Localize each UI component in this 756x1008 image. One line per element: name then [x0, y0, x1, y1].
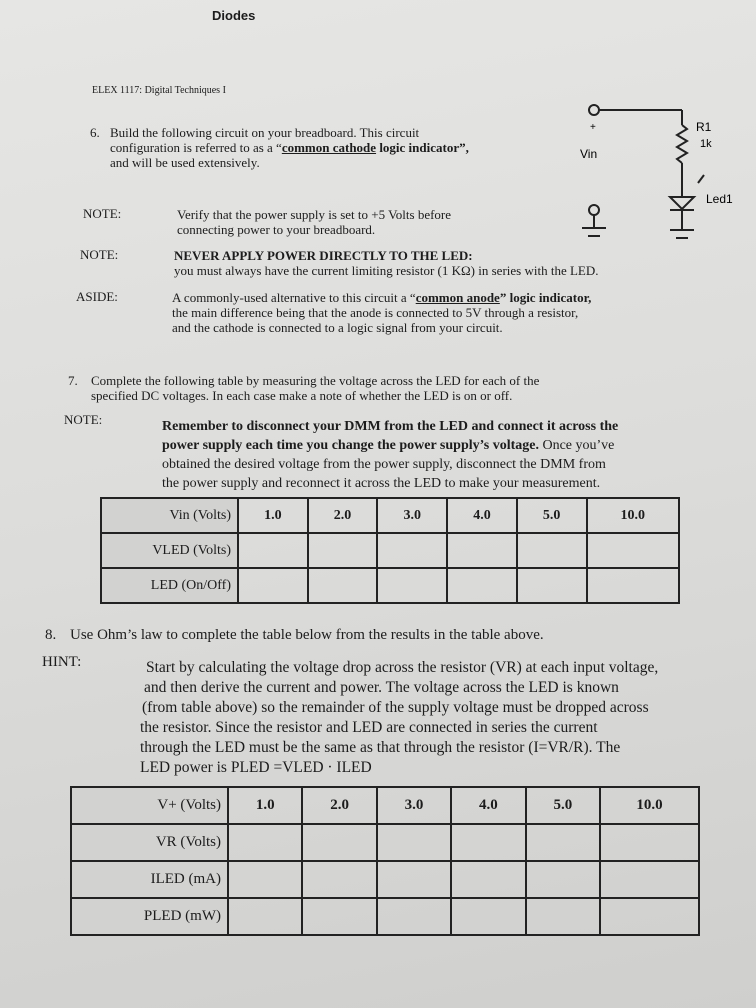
course-header: ELEX 1117: Digital Techniques I — [92, 85, 226, 96]
input-cell[interactable] — [302, 898, 376, 935]
table-cell: 1.0 — [238, 498, 308, 533]
input-cell[interactable] — [600, 898, 699, 935]
table-cell: 2.0 — [302, 787, 376, 824]
input-cell[interactable] — [308, 533, 378, 568]
text-line: LED power is PLED =VLED · ILED — [140, 759, 372, 776]
table-cell: 5.0 — [517, 498, 587, 533]
table-row — [101, 533, 679, 568]
table-cell: 3.0 — [377, 498, 447, 533]
text-line: power supply each time you change the power supply’s voltage. Once you’ve — [162, 438, 615, 453]
input-cell[interactable] — [451, 898, 525, 935]
hint-label: HINT: — [42, 654, 82, 670]
input-cell[interactable] — [526, 898, 600, 935]
row-header: V+ (Volts) — [71, 787, 228, 824]
table-row — [71, 824, 699, 861]
table-cell: 3.0 — [377, 787, 451, 824]
circuit-diagram — [560, 95, 750, 255]
text-line: the resistor. Since the resistor and LED are connected in series the current — [140, 719, 598, 736]
input-cell[interactable] — [377, 898, 451, 935]
note-label: NOTE: — [80, 247, 119, 262]
text-line: configuration is referred to as a “common cathode logic indicator”, — [110, 140, 469, 155]
row-header: PLED (mW) — [71, 898, 228, 935]
input-cell[interactable] — [451, 824, 525, 861]
input-cell[interactable] — [228, 861, 302, 898]
q8-text: Use Ohm’s law to complete the table below from the results in the table above. — [70, 627, 544, 643]
input-cell[interactable] — [526, 824, 600, 861]
row-header: VR (Volts) — [71, 824, 228, 861]
input-cell[interactable] — [238, 568, 308, 603]
r1-value: 1k — [700, 138, 712, 150]
table-cell: 5.0 — [526, 787, 600, 824]
hint-text — [140, 658, 658, 778]
text-line: Build the following circuit on your breadboard. This circuit — [110, 125, 420, 140]
input-cell[interactable] — [377, 533, 447, 568]
text-line: and then derive the current and power. The voltage across the LED is known — [144, 679, 619, 696]
table-cell: 4.0 — [447, 498, 517, 533]
text-line: connecting power to your breadboard. — [177, 222, 376, 237]
text-line: A commonly-used alternative to this circuit a “common anode” logic indicator, — [172, 290, 592, 305]
ohms-law-table — [70, 786, 700, 936]
text-line: specified DC voltages. In each case make a note of whether the LED is on or off. — [91, 388, 513, 403]
aside-label: ASIDE: — [76, 289, 118, 304]
q7-number: 7. — [68, 373, 78, 388]
text-line: the main difference being that the anode is connected to 5V through a resistor, — [172, 305, 579, 320]
table-row — [71, 898, 699, 935]
input-cell[interactable] — [377, 568, 447, 603]
q6-text — [110, 125, 570, 170]
input-cell[interactable] — [517, 568, 587, 603]
input-cell[interactable] — [447, 568, 517, 603]
row-header: LED (On/Off) — [101, 568, 238, 603]
table-row — [71, 787, 699, 824]
input-cell[interactable] — [600, 824, 699, 861]
table-cell: 2.0 — [308, 498, 378, 533]
input-cell[interactable] — [587, 568, 679, 603]
row-header: VLED (Volts) — [101, 533, 238, 568]
text-line: the power supply and reconnect it across the LED to make your measurement. — [162, 476, 601, 491]
input-cell[interactable] — [587, 533, 679, 568]
r1-label: R1 — [696, 120, 712, 134]
q6-number: 6. — [90, 125, 100, 140]
table-row — [101, 568, 679, 603]
input-cell[interactable] — [600, 861, 699, 898]
input-cell[interactable] — [302, 824, 376, 861]
note-label: NOTE: — [83, 206, 122, 221]
text-line: (from table above) so the remainder of the supply voltage must be dropped across — [142, 699, 649, 716]
text-line: Start by calculating the voltage drop across the resistor (VR) at each input voltage, — [146, 659, 659, 676]
note2-text — [174, 248, 599, 278]
input-cell[interactable] — [447, 533, 517, 568]
table-row — [101, 498, 679, 533]
input-cell[interactable] — [238, 533, 308, 568]
note-label: NOTE: — [64, 412, 103, 427]
text-line: you must always have the current limiting resistor (1 KΩ) in series with the LED. — [174, 263, 599, 278]
row-header: Vin (Volts) — [101, 498, 238, 533]
input-cell[interactable] — [308, 568, 378, 603]
text-line: Complete the following table by measuring the voltage across the LED for each of the — [91, 373, 540, 388]
note3-text — [162, 417, 618, 493]
text-line: NEVER APPLY POWER DIRECTLY TO THE LED: — [174, 248, 473, 263]
q7-text — [91, 373, 539, 403]
text-line: Verify that the power supply is set to +5 Volts before — [177, 207, 452, 222]
text-line: through the LED must be the same as that through the resistor (I=VR/R). The — [140, 739, 621, 756]
plus-label: + — [590, 122, 596, 133]
led-label: Led1 — [706, 192, 733, 206]
text-line: Remember to disconnect your DMM from the LED and connect it across the — [162, 419, 619, 434]
vin-label: Vin — [580, 147, 598, 161]
text-line: obtained the desired voltage from the power supply, disconnect the DMM from — [162, 457, 606, 472]
text-line: and will be used extensively. — [110, 155, 260, 170]
input-cell[interactable] — [377, 861, 451, 898]
table-cell: 10.0 — [600, 787, 699, 824]
table-cell: 4.0 — [451, 787, 525, 824]
q8-number: 8. — [45, 627, 57, 643]
table-cell: 1.0 — [228, 787, 302, 824]
led-voltage-table — [100, 497, 680, 604]
note1-text — [177, 207, 451, 237]
text-line: and the cathode is connected to a logic signal from your circuit. — [172, 320, 503, 335]
input-cell[interactable] — [302, 861, 376, 898]
input-cell[interactable] — [526, 861, 600, 898]
input-cell[interactable] — [377, 824, 451, 861]
input-cell[interactable] — [228, 824, 302, 861]
input-cell[interactable] — [451, 861, 525, 898]
input-cell[interactable] — [517, 533, 587, 568]
row-header: ILED (mA) — [71, 861, 228, 898]
table-cell: 10.0 — [587, 498, 679, 533]
aside-text — [172, 290, 591, 335]
page-title: Diodes — [212, 8, 256, 23]
input-cell[interactable] — [228, 898, 302, 935]
table-row — [71, 861, 699, 898]
